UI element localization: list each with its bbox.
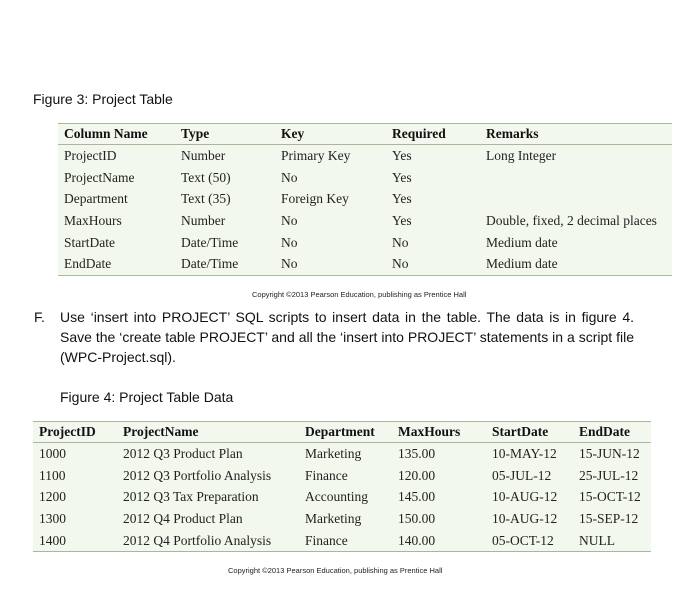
figure-4-caption: Figure 4: Project Table Data (60, 389, 234, 405)
table-cell: 1200 (39, 489, 66, 505)
table-cell: 120.00 (398, 467, 436, 483)
column-header: Remarks (486, 124, 672, 145)
figure-3-caption: Figure 3: Project Table (33, 91, 173, 107)
table-row (33, 443, 651, 465)
table-cell: Yes (392, 212, 412, 228)
table-row (33, 530, 651, 552)
table-cell: No (281, 234, 298, 250)
table-cell: Accounting (305, 489, 368, 505)
table-cell (486, 167, 672, 189)
column-header: EndDate (579, 422, 651, 443)
project-table-structure (58, 123, 672, 276)
table-cell: Department (64, 191, 128, 207)
table-cell: No (281, 212, 298, 228)
table-cell: Finance (305, 467, 348, 483)
table-cell: 145.00 (398, 489, 436, 505)
table-row (33, 465, 651, 487)
table-cell: No (281, 169, 298, 185)
table-cell: Primary Key (281, 147, 351, 163)
table-cell: 2012 Q3 Portfolio Analysis (123, 467, 272, 483)
table-cell: 135.00 (398, 445, 436, 461)
table-cell: 05-OCT-12 (492, 532, 554, 548)
table-cell: Date/Time (181, 234, 239, 250)
table-cell: Medium date (486, 234, 558, 250)
column-header: StartDate (492, 422, 579, 443)
table-cell: Double, fixed, 2 decimal places (486, 212, 657, 228)
table-row (58, 232, 672, 254)
table-cell: Finance (305, 532, 348, 548)
table-cell: ProjectName (64, 169, 135, 185)
table-cell: No (392, 234, 409, 250)
list-marker: F. (34, 309, 45, 325)
table-cell: Foreign Key (281, 191, 349, 207)
table-row (58, 145, 672, 167)
table-cell: 25-JUL-12 (579, 467, 639, 483)
table-header-row (33, 422, 651, 443)
table-cell: 15-JUN-12 (579, 445, 640, 461)
project-table-data (33, 421, 651, 552)
table-cell: 140.00 (398, 532, 436, 548)
table-cell: Date/Time (181, 256, 239, 272)
table-cell: Medium date (486, 256, 558, 272)
table-cell: 10-MAY-12 (492, 445, 557, 461)
table-cell: 1300 (39, 510, 66, 526)
table-cell: 2012 Q4 Product Plan (123, 510, 243, 526)
table-cell: 15-SEP-12 (579, 510, 639, 526)
table-cell: 2012 Q4 Portfolio Analysis (123, 532, 272, 548)
table-row (58, 210, 672, 232)
table-cell: Yes (392, 147, 412, 163)
table-cell: StartDate (64, 234, 115, 250)
table-cell: 1000 (39, 445, 66, 461)
copyright-note: Copyright ©2013 Pearson Education, publishing as Prentice Hall (228, 566, 443, 575)
table-row (33, 486, 651, 508)
table-row (58, 188, 672, 210)
table-row (33, 508, 651, 530)
table-cell: Number (181, 212, 226, 228)
table-cell: EndDate (64, 256, 112, 272)
column-header: ProjectName (123, 422, 305, 443)
table-row (58, 253, 672, 275)
table-cell: Yes (392, 191, 412, 207)
table-cell: Text (35) (181, 191, 231, 207)
column-header: Column Name (58, 124, 181, 145)
table-cell: ProjectID (64, 147, 117, 163)
table-cell: 2012 Q3 Product Plan (123, 445, 243, 461)
table-cell: 150.00 (398, 510, 436, 526)
table-cell: 1400 (39, 532, 66, 548)
table-cell: Text (50) (181, 169, 231, 185)
column-header: Required (392, 124, 486, 145)
column-header: Key (281, 124, 392, 145)
table-cell: 1100 (39, 467, 66, 483)
table-cell (486, 188, 672, 210)
table-cell: 05-JUL-12 (492, 467, 552, 483)
table-cell: 10-AUG-12 (492, 489, 558, 505)
table-cell: Number (181, 147, 226, 163)
table-cell: NULL (579, 532, 615, 548)
column-header: Type (181, 124, 281, 145)
table-cell: 2012 Q3 Tax Preparation (123, 489, 259, 505)
column-header: Department (305, 422, 398, 443)
table-cell: Marketing (305, 445, 362, 461)
column-header: ProjectID (33, 422, 123, 443)
column-header: MaxHours (398, 422, 492, 443)
table-cell: Yes (392, 169, 412, 185)
instruction-text: Use ‘insert into PROJECT’ SQL scripts to insert data in the table. The data is in figure 4. Save the ‘create table PROJECT’ and all the ‘insert into PROJECT’ statements in a script file (WPC-Project.sql). (60, 309, 634, 365)
copyright-note: Copyright ©2013 Pearson Education, publishing as Prentice Hall (252, 290, 467, 299)
table-cell: Long Integer (486, 147, 557, 163)
table-cell: 10-AUG-12 (492, 510, 558, 526)
table-cell: No (392, 256, 409, 272)
table-row (58, 167, 672, 189)
table-cell: MaxHours (64, 212, 122, 228)
table-cell: Marketing (305, 510, 362, 526)
table-cell: 15-OCT-12 (579, 489, 641, 505)
instruction-paragraph (34, 307, 634, 367)
table-cell: No (281, 256, 298, 272)
table-header-row (58, 124, 672, 145)
